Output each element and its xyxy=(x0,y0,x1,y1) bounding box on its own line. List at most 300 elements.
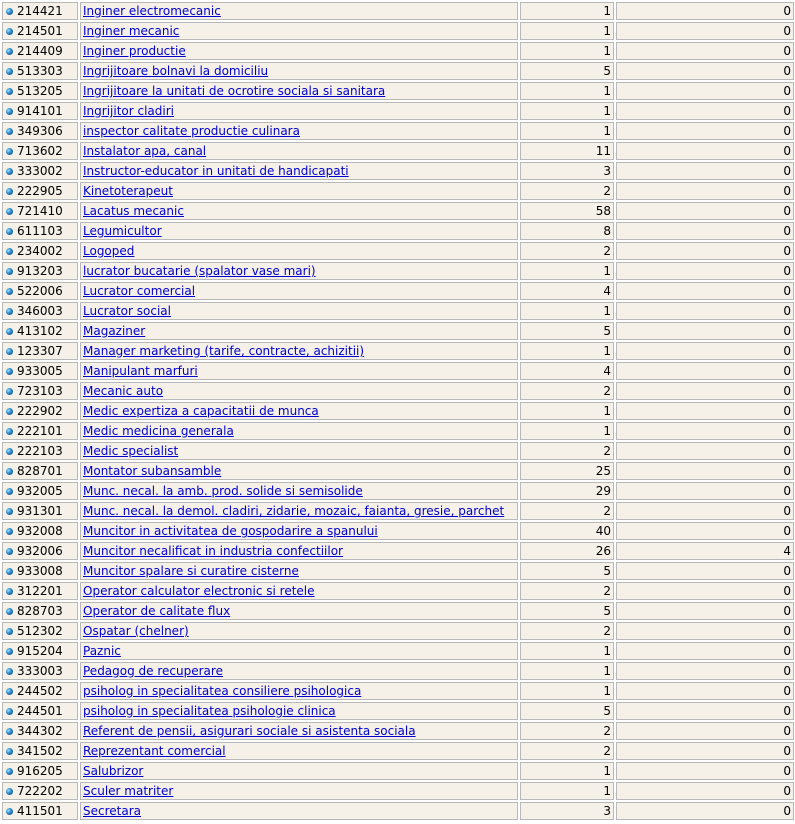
second-count-cell: 0 xyxy=(616,182,794,200)
second-count-cell: 0 xyxy=(616,282,794,300)
bullet-icon xyxy=(6,368,13,375)
occupation-code: 914101 xyxy=(17,104,63,118)
count-cell: 2 xyxy=(520,722,614,740)
occupation-code: 723103 xyxy=(17,384,63,398)
code-cell xyxy=(2,802,78,820)
count-cell: 1 xyxy=(520,782,614,800)
table-row xyxy=(2,782,794,800)
name-cell xyxy=(80,142,518,160)
bullet-icon xyxy=(6,628,13,635)
table-row xyxy=(2,762,794,780)
table-row xyxy=(2,322,794,340)
occupation-code: 333003 xyxy=(17,664,63,678)
name-cell xyxy=(80,802,518,820)
bullet-icon xyxy=(6,568,13,575)
count-cell: 5 xyxy=(520,562,614,580)
code-cell xyxy=(2,682,78,700)
bullet-icon xyxy=(6,488,13,495)
name-cell xyxy=(80,782,518,800)
bullet-icon xyxy=(6,308,13,315)
occupation-link[interactable]: Montator subansamble xyxy=(83,464,222,478)
name-cell xyxy=(80,22,518,40)
count-cell: 1 xyxy=(520,762,614,780)
table-row xyxy=(2,162,794,180)
occupation-code: 932005 xyxy=(17,484,63,498)
second-count-cell: 0 xyxy=(616,142,794,160)
occupation-link[interactable]: Inginer electromecanic xyxy=(83,4,221,18)
occupation-code: 214421 xyxy=(17,4,63,18)
table-row xyxy=(2,242,794,260)
occupation-code: 721410 xyxy=(17,204,63,218)
second-count-cell: 0 xyxy=(616,582,794,600)
table-row xyxy=(2,182,794,200)
table-row xyxy=(2,102,794,120)
bullet-icon xyxy=(6,468,13,475)
code-cell xyxy=(2,242,78,260)
count-cell: 1 xyxy=(520,2,614,20)
occupation-link[interactable]: Manager marketing (tarife, contracte, achizitii) xyxy=(83,344,365,358)
bullet-icon xyxy=(6,408,13,415)
occupation-code: 611103 xyxy=(17,224,63,238)
name-cell xyxy=(80,382,518,400)
occupation-code: 828703 xyxy=(17,604,63,618)
occupation-link[interactable]: Inginer productie xyxy=(83,44,186,58)
second-count-cell: 0 xyxy=(616,702,794,720)
second-count-cell: 0 xyxy=(616,342,794,360)
occupation-link[interactable]: Referent de pensii, asigurari sociale si asistenta sociala xyxy=(83,724,416,738)
table-row xyxy=(2,722,794,740)
occupation-code: 932008 xyxy=(17,524,63,538)
second-count-cell: 0 xyxy=(616,722,794,740)
occupation-link[interactable]: Medic specialist xyxy=(83,444,179,458)
occupation-code: 214501 xyxy=(17,24,63,38)
table-row xyxy=(2,342,794,360)
second-count-cell: 0 xyxy=(616,402,794,420)
occupation-link[interactable]: Logoped xyxy=(83,244,135,258)
name-cell xyxy=(80,662,518,680)
code-cell xyxy=(2,102,78,120)
name-cell xyxy=(80,562,518,580)
count-cell: 5 xyxy=(520,62,614,80)
code-cell xyxy=(2,402,78,420)
occupation-link[interactable]: Magaziner xyxy=(83,324,146,338)
code-cell xyxy=(2,382,78,400)
occupation-link[interactable]: Munc. necal. la demol. cladiri, zidarie, mozaic, faianta, gresie, parchet xyxy=(83,504,505,518)
occupation-link[interactable]: Ingrijitoare la unitati de ocrotire sociala si sanitara xyxy=(83,84,386,98)
count-cell: 26 xyxy=(520,542,614,560)
table-row xyxy=(2,622,794,640)
count-cell: 11 xyxy=(520,142,614,160)
occupation-code: 349306 xyxy=(17,124,63,138)
bullet-icon xyxy=(6,248,13,255)
table-row xyxy=(2,2,794,20)
occupation-code: 513205 xyxy=(17,84,63,98)
table-row xyxy=(2,282,794,300)
count-cell: 1 xyxy=(520,642,614,660)
name-cell xyxy=(80,642,518,660)
occupation-link[interactable]: Medic medicina generala xyxy=(83,424,234,438)
name-cell xyxy=(80,222,518,240)
code-cell xyxy=(2,462,78,480)
count-cell: 5 xyxy=(520,322,614,340)
second-count-cell: 0 xyxy=(616,102,794,120)
occupation-link[interactable]: lucrator bucatarie (spalator vase mari) xyxy=(83,264,316,278)
occupation-code: 222101 xyxy=(17,424,63,438)
code-cell xyxy=(2,302,78,320)
occupation-link[interactable]: Ingrijitor cladiri xyxy=(83,104,174,118)
occupation-link[interactable]: Lucrator comercial xyxy=(83,284,196,298)
code-cell xyxy=(2,442,78,460)
count-cell: 3 xyxy=(520,162,614,180)
bullet-icon xyxy=(6,588,13,595)
occupation-code: 513303 xyxy=(17,64,63,78)
code-cell xyxy=(2,282,78,300)
code-cell xyxy=(2,182,78,200)
count-cell: 25 xyxy=(520,462,614,480)
second-count-cell: 0 xyxy=(616,802,794,820)
table-row xyxy=(2,222,794,240)
second-count-cell: 4 xyxy=(616,542,794,560)
occupation-link[interactable]: Manipulant marfuri xyxy=(83,364,198,378)
name-cell xyxy=(80,622,518,640)
occupation-code: 916205 xyxy=(17,764,63,778)
second-count-cell: 0 xyxy=(616,262,794,280)
code-cell xyxy=(2,162,78,180)
count-cell: 3 xyxy=(520,802,614,820)
jobs-table-body xyxy=(2,2,794,820)
occupation-link[interactable]: Operator calculator electronic si retele xyxy=(83,584,315,598)
count-cell: 1 xyxy=(520,122,614,140)
bullet-icon xyxy=(6,288,13,295)
table-row xyxy=(2,642,794,660)
name-cell xyxy=(80,2,518,20)
name-cell xyxy=(80,742,518,760)
name-cell xyxy=(80,522,518,540)
second-count-cell: 0 xyxy=(616,382,794,400)
count-cell: 1 xyxy=(520,342,614,360)
second-count-cell: 0 xyxy=(616,642,794,660)
name-cell xyxy=(80,462,518,480)
occupation-code: 222902 xyxy=(17,404,63,418)
bullet-icon xyxy=(6,608,13,615)
count-cell: 40 xyxy=(520,522,614,540)
count-cell: 2 xyxy=(520,182,614,200)
bullet-icon xyxy=(6,348,13,355)
occupation-link[interactable]: Muncitor in activitatea de gospodarire a spanului xyxy=(83,524,378,538)
second-count-cell: 0 xyxy=(616,742,794,760)
count-cell: 2 xyxy=(520,582,614,600)
occupation-code: 214409 xyxy=(17,44,63,58)
second-count-cell: 0 xyxy=(616,562,794,580)
occupation-link[interactable]: Muncitor spalare si curatire cisterne xyxy=(83,564,299,578)
bullet-icon xyxy=(6,768,13,775)
bullet-icon xyxy=(6,268,13,275)
table-row xyxy=(2,542,794,560)
occupation-code: 932006 xyxy=(17,544,63,558)
count-cell: 4 xyxy=(520,362,614,380)
name-cell xyxy=(80,702,518,720)
count-cell: 1 xyxy=(520,22,614,40)
code-cell xyxy=(2,222,78,240)
second-count-cell: 0 xyxy=(616,22,794,40)
occupation-code: 722202 xyxy=(17,784,63,798)
occupation-code: 333002 xyxy=(17,164,63,178)
bullet-icon xyxy=(6,808,13,815)
second-count-cell: 0 xyxy=(616,222,794,240)
count-cell: 1 xyxy=(520,82,614,100)
count-cell: 1 xyxy=(520,402,614,420)
bullet-icon xyxy=(6,388,13,395)
occupation-code: 123307 xyxy=(17,344,63,358)
table-row xyxy=(2,682,794,700)
second-count-cell: 0 xyxy=(616,522,794,540)
occupation-code: 222905 xyxy=(17,184,63,198)
occupation-link[interactable]: inspector calitate productie culinara xyxy=(83,124,300,138)
occupation-code: 413102 xyxy=(17,324,63,338)
name-cell xyxy=(80,422,518,440)
occupation-code: 522006 xyxy=(17,284,63,298)
occupation-link[interactable]: Munc. necal. la amb. prod. solide si semisolide xyxy=(83,484,363,498)
bullet-icon xyxy=(6,788,13,795)
bullet-icon xyxy=(6,48,13,55)
count-cell: 5 xyxy=(520,602,614,620)
bullet-icon xyxy=(6,688,13,695)
name-cell xyxy=(80,502,518,520)
table-row xyxy=(2,382,794,400)
name-cell xyxy=(80,362,518,380)
code-cell xyxy=(2,122,78,140)
count-cell: 1 xyxy=(520,422,614,440)
name-cell xyxy=(80,762,518,780)
bullet-icon xyxy=(6,108,13,115)
count-cell: 4 xyxy=(520,282,614,300)
occupation-code: 913203 xyxy=(17,264,63,278)
count-cell: 1 xyxy=(520,662,614,680)
bullet-icon xyxy=(6,88,13,95)
occupation-link[interactable]: Secretara xyxy=(83,804,141,818)
second-count-cell: 0 xyxy=(616,422,794,440)
second-count-cell: 0 xyxy=(616,782,794,800)
code-cell xyxy=(2,82,78,100)
occupation-link[interactable]: Operator de calitate flux xyxy=(83,604,231,618)
occupation-code: 512302 xyxy=(17,624,63,638)
occupation-link[interactable]: Instructor-educator in unitati de handicapati xyxy=(83,164,349,178)
bullet-icon xyxy=(6,168,13,175)
occupation-link[interactable]: Lacatus mecanic xyxy=(83,204,184,218)
table-row xyxy=(2,22,794,40)
table-row xyxy=(2,122,794,140)
occupation-code: 931301 xyxy=(17,504,63,518)
count-cell: 2 xyxy=(520,242,614,260)
name-cell xyxy=(80,122,518,140)
table-row xyxy=(2,662,794,680)
second-count-cell: 0 xyxy=(616,62,794,80)
code-cell xyxy=(2,702,78,720)
second-count-cell: 0 xyxy=(616,502,794,520)
bullet-icon xyxy=(6,148,13,155)
code-cell xyxy=(2,202,78,220)
bullet-icon xyxy=(6,528,13,535)
count-cell: 8 xyxy=(520,222,614,240)
count-cell: 1 xyxy=(520,682,614,700)
second-count-cell: 0 xyxy=(616,362,794,380)
code-cell xyxy=(2,742,78,760)
occupation-link[interactable]: Mecanic auto xyxy=(83,384,164,398)
bullet-icon xyxy=(6,668,13,675)
bullet-icon xyxy=(6,328,13,335)
occupation-code: 244501 xyxy=(17,704,63,718)
bullet-icon xyxy=(6,508,13,515)
count-cell: 2 xyxy=(520,502,614,520)
occupation-code: 234002 xyxy=(17,244,63,258)
code-cell xyxy=(2,422,78,440)
table-row xyxy=(2,422,794,440)
occupation-code: 244502 xyxy=(17,684,63,698)
code-cell xyxy=(2,602,78,620)
code-cell xyxy=(2,362,78,380)
table-row xyxy=(2,742,794,760)
code-cell xyxy=(2,62,78,80)
table-row xyxy=(2,82,794,100)
occupation-link[interactable]: psiholog in specialitatea consiliere psihologica xyxy=(83,684,362,698)
code-cell xyxy=(2,762,78,780)
occupation-link[interactable]: Sculer matriter xyxy=(83,784,174,798)
occupation-link[interactable]: Salubrizor xyxy=(83,764,144,778)
table-row xyxy=(2,462,794,480)
code-cell xyxy=(2,342,78,360)
table-row xyxy=(2,482,794,500)
table-row xyxy=(2,202,794,220)
second-count-cell: 0 xyxy=(616,462,794,480)
code-cell xyxy=(2,42,78,60)
occupation-link[interactable]: Muncitor necalificat in industria confectiilor xyxy=(83,544,343,558)
occupation-link[interactable]: Ospatar (chelner) xyxy=(83,624,189,638)
occupation-code: 713602 xyxy=(17,144,63,158)
code-cell xyxy=(2,142,78,160)
name-cell xyxy=(80,242,518,260)
occupation-link[interactable]: psiholog in specialitatea psihologie clinica xyxy=(83,704,336,718)
count-cell: 2 xyxy=(520,382,614,400)
count-cell: 2 xyxy=(520,442,614,460)
bullet-icon xyxy=(6,648,13,655)
count-cell: 2 xyxy=(520,742,614,760)
code-cell xyxy=(2,662,78,680)
occupation-code: 933008 xyxy=(17,564,63,578)
occupation-link[interactable]: Instalator apa, canal xyxy=(83,144,207,158)
count-cell: 29 xyxy=(520,482,614,500)
second-count-cell: 0 xyxy=(616,82,794,100)
code-cell xyxy=(2,622,78,640)
code-cell xyxy=(2,642,78,660)
name-cell xyxy=(80,42,518,60)
bullet-icon xyxy=(6,748,13,755)
name-cell xyxy=(80,722,518,740)
second-count-cell: 0 xyxy=(616,602,794,620)
second-count-cell: 0 xyxy=(616,622,794,640)
second-count-cell: 0 xyxy=(616,482,794,500)
bullet-icon xyxy=(6,28,13,35)
second-count-cell: 0 xyxy=(616,122,794,140)
name-cell xyxy=(80,542,518,560)
name-cell xyxy=(80,82,518,100)
bullet-icon xyxy=(6,188,13,195)
code-cell xyxy=(2,322,78,340)
count-cell: 1 xyxy=(520,42,614,60)
occupation-code: 828701 xyxy=(17,464,63,478)
second-count-cell: 0 xyxy=(616,42,794,60)
occupation-link[interactable]: Medic expertiza a capacitatii de munca xyxy=(83,404,319,418)
count-cell: 58 xyxy=(520,202,614,220)
name-cell xyxy=(80,282,518,300)
bullet-icon xyxy=(6,8,13,15)
count-cell: 2 xyxy=(520,622,614,640)
table-row xyxy=(2,802,794,820)
table-row xyxy=(2,402,794,420)
occupation-link[interactable]: Paznic xyxy=(83,644,121,658)
name-cell xyxy=(80,342,518,360)
occupation-link[interactable]: Pedagog de recuperare xyxy=(83,664,223,678)
occupation-code: 346003 xyxy=(17,304,63,318)
code-cell xyxy=(2,722,78,740)
table-row xyxy=(2,522,794,540)
code-cell xyxy=(2,582,78,600)
table-row xyxy=(2,142,794,160)
name-cell xyxy=(80,322,518,340)
code-cell xyxy=(2,502,78,520)
second-count-cell: 0 xyxy=(616,162,794,180)
code-cell xyxy=(2,562,78,580)
code-cell xyxy=(2,522,78,540)
name-cell xyxy=(80,682,518,700)
occupation-link[interactable]: Reprezentant comercial xyxy=(83,744,226,758)
second-count-cell: 0 xyxy=(616,442,794,460)
bullet-icon xyxy=(6,708,13,715)
second-count-cell: 0 xyxy=(616,682,794,700)
name-cell xyxy=(80,182,518,200)
second-count-cell: 0 xyxy=(616,322,794,340)
occupation-link[interactable]: Kinetoterapeut xyxy=(83,184,173,198)
occupation-code: 933005 xyxy=(17,364,63,378)
occupation-code: 222103 xyxy=(17,444,63,458)
code-cell xyxy=(2,782,78,800)
name-cell xyxy=(80,162,518,180)
bullet-icon xyxy=(6,68,13,75)
second-count-cell: 0 xyxy=(616,242,794,260)
table-row xyxy=(2,302,794,320)
bullet-icon xyxy=(6,548,13,555)
name-cell xyxy=(80,442,518,460)
table-row xyxy=(2,62,794,80)
bullet-icon xyxy=(6,228,13,235)
table-row xyxy=(2,262,794,280)
code-cell xyxy=(2,2,78,20)
occupation-link[interactable]: Legumicultor xyxy=(83,224,162,238)
name-cell xyxy=(80,402,518,420)
count-cell: 1 xyxy=(520,302,614,320)
occupation-code: 312201 xyxy=(17,584,63,598)
count-cell: 1 xyxy=(520,102,614,120)
second-count-cell: 0 xyxy=(616,762,794,780)
count-cell: 5 xyxy=(520,702,614,720)
second-count-cell: 0 xyxy=(616,302,794,320)
occupation-link[interactable]: Ingrijitoare bolnavi la domiciliu xyxy=(83,64,269,78)
table-row xyxy=(2,502,794,520)
occupation-link[interactable]: Lucrator social xyxy=(83,304,171,318)
name-cell xyxy=(80,262,518,280)
occupation-link[interactable]: Inginer mecanic xyxy=(83,24,180,38)
table-row xyxy=(2,602,794,620)
name-cell xyxy=(80,202,518,220)
